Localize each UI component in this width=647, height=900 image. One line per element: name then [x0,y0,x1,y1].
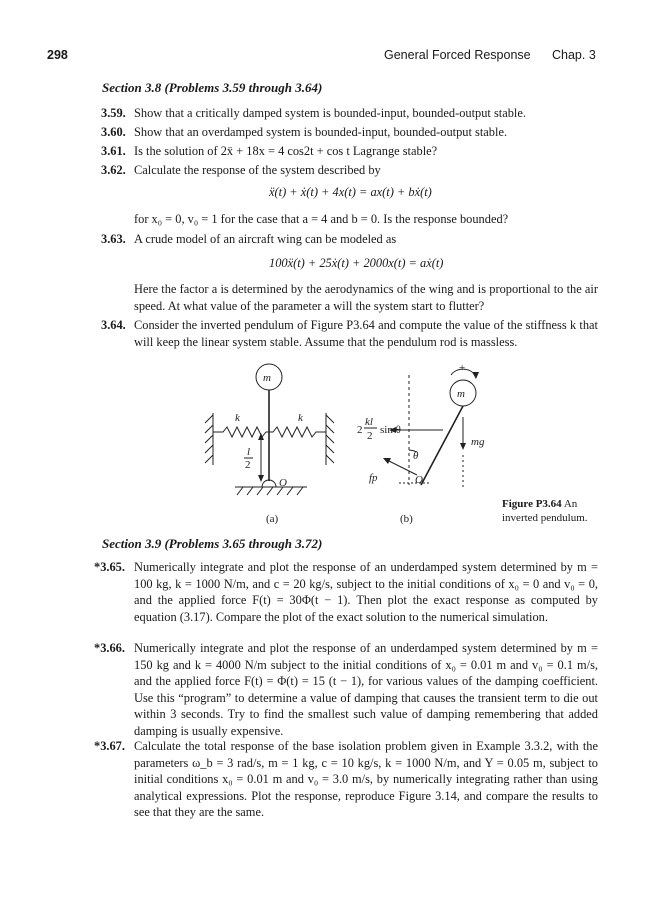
spring-label-left: k [235,412,240,424]
equation-3-62: ẍ(t) + ẋ(t) + 4x(t) = ax(t) + bẋ(t) [269,185,432,199]
problem-text: A crude model of an aircraft wing can be modeled as [134,232,397,246]
problem-number: 3.63. [101,232,126,246]
theta-label: θ [413,450,419,462]
problem-text: Show that a critically damped system is bounded-input, bounded-output stable. [134,106,526,120]
problem-text: Here the factor a is determined by the aerodynamics of the wing and is proportional to the air speed. At what value of the parameter a will the system start to flutter? [134,282,598,313]
gravity-label: mg [471,436,485,448]
problem-3-66 [94,640,598,739]
spring-label-right: k [298,412,303,424]
pendulum-rod-b [421,406,463,485]
problem-text: Consider the inverted pendulum of Figure P3.64 and compute the value of the stiffness k that will keep the linear system stable. Assume that the pendulum rod is massless. [134,318,598,349]
rotation-sign: + [459,362,466,374]
section-heading-3-8: Section 3.8 (Problems 3.59 through 3.64) [102,80,323,95]
pivot-label-b: O [415,474,423,486]
problem-3-67 [94,738,598,821]
length-denominator: 2 [245,459,251,471]
problem-text: Is the solution of 2ẍ + 18x = 4 cos2t + cos t Lagrange stable? [134,144,438,158]
length-numerator: l [247,446,251,458]
caption-text: An inverted pendulum. [502,498,588,524]
problem-3-63-followup [94,281,598,314]
problem-number: 3.61. [101,144,126,158]
running-title: General Forced Response [384,48,531,62]
mass-label-b: m [457,388,465,400]
left-wall-hatch [205,415,213,463]
problem-text: Show that an overdamped system is bounded-input, bounded-output stable. [134,125,508,139]
problem-3-61 [94,143,598,160]
problem-number: 3.59. [101,106,126,120]
force-denominator: 2 [367,430,373,442]
problem-3-60 [94,124,598,141]
problem-3-59 [94,105,598,122]
problem-3-63 [94,231,598,248]
section-heading-3-9: Section 3.9 (Problems 3.65 through 3.72) [102,536,323,551]
pivot-a [262,480,276,487]
ground-hatch [237,487,303,495]
problem-3-65 [94,559,598,625]
right-wall-hatch [326,415,334,463]
problem-text: for x₀ = 0, v₀ = 1 for the case that a = 4 and b = 0. Is the response bounded? [134,212,509,226]
page-number: 298 [47,48,68,62]
subfigure-label-b: (b) [400,513,413,525]
inverted-pendulum-figure [195,355,495,525]
force-prefix: 2 [357,424,363,436]
problem-text: Calculate the total response of the base isolation problem given in Example 3.3.2, with the parameters ω_b = 3 rad/s, m = 1 kg, c = 10 kg/s, k = 1000 N/m, and Y = 0.05 m, subject to initial conditions x₀ = 0.01 m and v₀ = 3.0 m/s, by numerically integrating rather than using analytical expressions. Plot the response, reproduce Figure 3.14, and compare the results to see that they are the same. [134,739,598,819]
problem-number: *3.65. [94,560,125,574]
problem-number: 3.60. [101,125,126,139]
problem-3-62-followup [94,211,598,228]
caption-label: Figure P3.64 [502,498,562,510]
pivot-force-label: fp [369,472,378,484]
problem-text: Numerically integrate and plot the response of an underdamped system determined by m = 100 kg, k = 1000 N/m, and c = 20 kg/s, subject to the initial conditions of x₀ = 0 and v₀ = 0, and the applied force F(t) = 30Φ(t − 1). Then plot the exact response as computed by equation (3.17). Compare the plot of the exact solution to the numerical simulation. [134,560,598,624]
subfigure-label-a: (a) [266,513,279,525]
problem-text: Numerically integrate and plot the response of an underdamped system determined by m = 150 kg and k = 4000 N/m subject to the initial conditions of x₀ = 0.01 m and v₀ = 0.1 m/s, and the applied force F(t) = Φ(t) = 15 (t − 1), for various values of the damping coefficient. Use this “program” to determine a value of damping that causes the transient term to die out within 3 seconds. Try to find the smallest such value of damping remembering that added damping is usually expensive. [134,641,598,738]
problem-3-62 [94,162,598,179]
force-suffix: sin θ [380,424,401,436]
force-numerator: kl [365,416,373,428]
problem-text: Calculate the response of the system described by [134,163,381,177]
mass-label-a: m [263,372,271,384]
pivot-label-a: O [279,477,287,489]
problem-number: *3.66. [94,641,125,655]
problem-number: 3.64. [101,318,126,332]
right-spring [269,427,326,437]
problem-3-64 [94,317,598,350]
chapter-label: Chap. 3 [552,48,596,62]
problem-number: *3.67. [94,739,125,753]
problem-number: 3.62. [101,163,126,177]
equation-3-63: 100ẍ(t) + 25ẋ(t) + 2000x(t) = aẋ(t) [269,256,444,270]
figure-caption [502,497,612,525]
